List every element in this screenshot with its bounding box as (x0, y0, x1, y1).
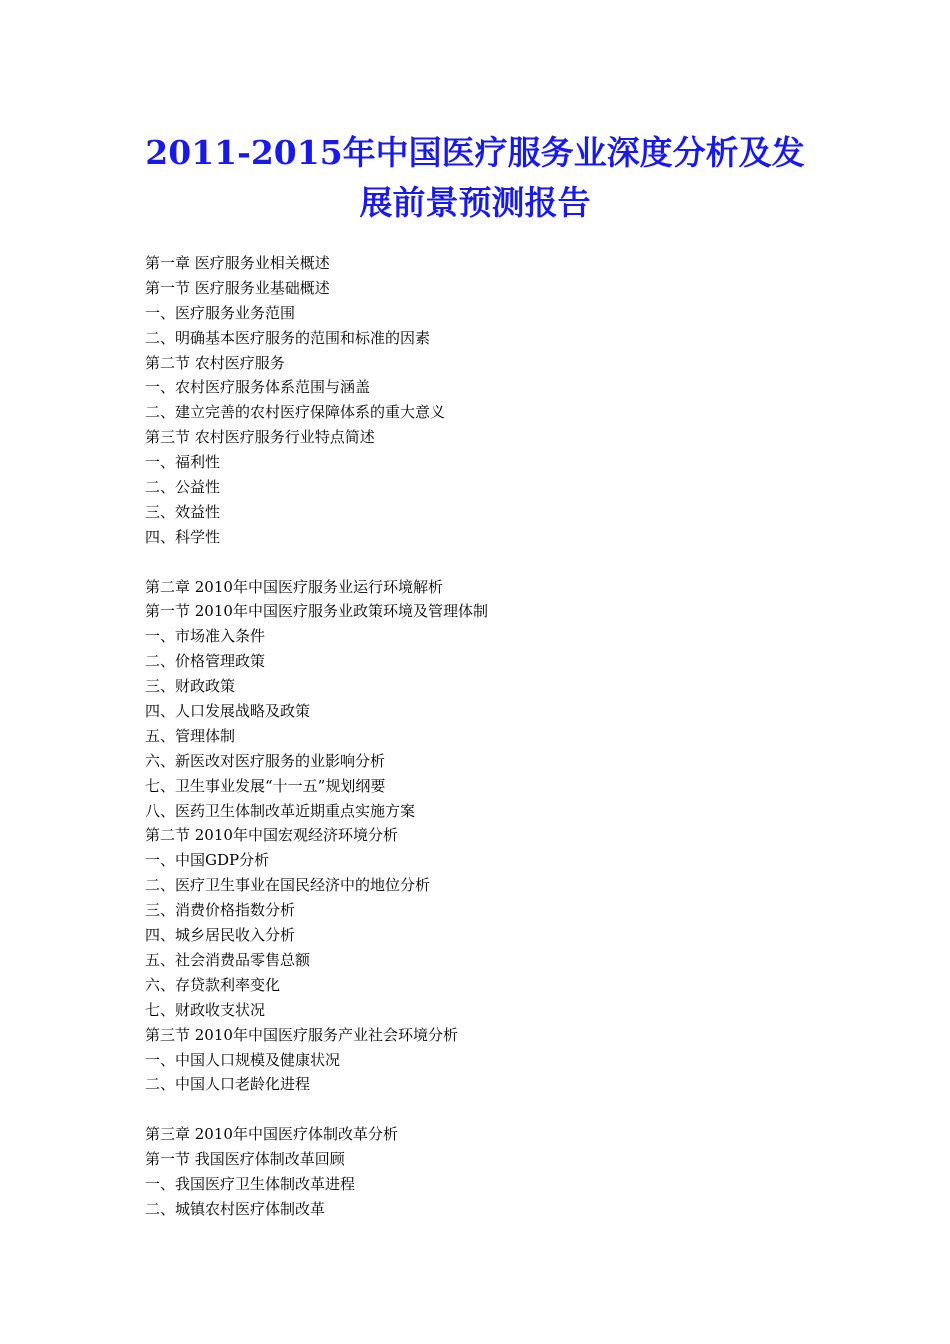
toc-item: 八、医药卫生体制改革近期重点实施方案 (145, 801, 416, 820)
toc-item: 三、效益性 (145, 502, 221, 521)
toc-item: 三、消费价格指数分析 (145, 901, 296, 920)
toc-item: 五、社会消费品零售总额 (145, 950, 311, 969)
toc-chapter: 第一章 医疗服务业相关概述 (145, 254, 330, 272)
toc-item: 二、明确基本医疗服务的范围和标准的因素 (145, 328, 431, 347)
toc-item: 二、公益性 (145, 478, 221, 497)
toc-section: 第三节 2010年中国医疗服务产业社会环境分析 (145, 1025, 458, 1044)
toc-item: 七、卫生事业发展“十一五”规划纲要 (145, 776, 386, 795)
toc-item: 一、医疗服务业务范围 (145, 303, 296, 322)
title-line-2: 展前景预测报告 (359, 183, 591, 222)
toc-item: 四、科学性 (145, 527, 221, 546)
toc-section: 第三节 农村医疗服务行业特点简述 (145, 428, 375, 447)
toc-item: 七、财政收支状况 (145, 1000, 266, 1019)
document-title (100, 128, 850, 228)
toc-item: 二、中国人口老龄化进程 (145, 1075, 311, 1094)
toc-item: 二、医疗卫生事业在国民经济中的地位分析 (145, 876, 431, 895)
toc-section: 第二节 农村医疗服务 (145, 353, 285, 372)
toc-item: 一、中国人口规模及健康状况 (145, 1050, 341, 1069)
toc-section: 第一节 我国医疗体制改革回顾 (145, 1150, 345, 1169)
toc-section: 第一节 2010年中国医疗服务业政策环境及管理体制 (145, 602, 488, 621)
toc-section: 第一节 医疗服务业基础概述 (145, 278, 330, 297)
toc-item: 四、人口发展战略及政策 (145, 702, 311, 721)
toc-item: 一、福利性 (145, 453, 221, 472)
toc-item: 二、城镇农村医疗体制改革 (145, 1199, 326, 1218)
title-line-1: 2011-2015年中国医疗服务业深度分析及发 (145, 133, 805, 172)
toc-item: 一、中国GDP分析 (145, 851, 270, 870)
toc-spacer (145, 550, 845, 575)
toc-item: 六、存贷款利率变化 (145, 975, 281, 994)
toc-item: 一、市场准入条件 (145, 627, 266, 646)
toc-spacer (145, 1097, 845, 1122)
toc-item: 五、管理体制 (145, 726, 236, 745)
toc-item: 三、财政政策 (145, 677, 236, 696)
toc-item: 一、我国医疗卫生体制改革进程 (145, 1174, 356, 1193)
toc-item: 六、新医改对医疗服务的业影响分析 (145, 751, 386, 770)
toc-item: 二、建立完善的农村医疗保障体系的重大意义 (145, 403, 446, 422)
toc-chapter: 第二章 2010年中国医疗服务业运行环境解析 (145, 577, 443, 596)
toc-chapter: 第三章 2010年中国医疗体制改革分析 (145, 1125, 398, 1144)
toc-item: 二、价格管理政策 (145, 652, 266, 671)
table-of-contents (145, 251, 845, 1222)
toc-item: 一、农村医疗服务体系范围与涵盖 (145, 378, 371, 397)
toc-item: 四、城乡居民收入分析 (145, 926, 296, 945)
toc-section: 第二节 2010年中国宏观经济环境分析 (145, 826, 398, 845)
